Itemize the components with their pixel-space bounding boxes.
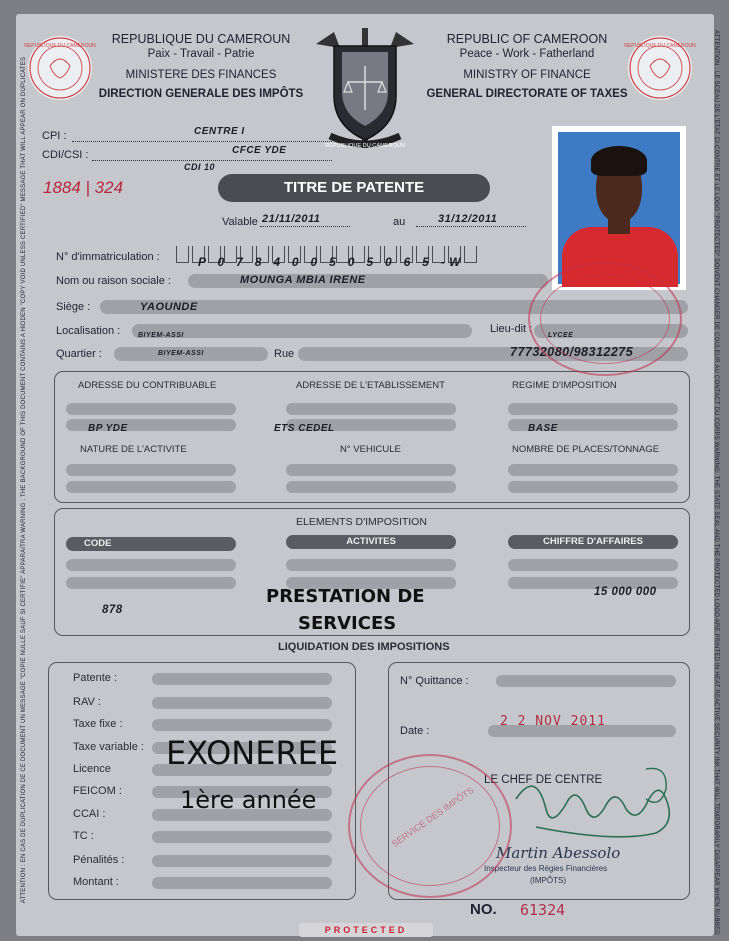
siege-value: YAOUNDE: [140, 301, 198, 313]
penalites-label: Pénalités :: [73, 854, 125, 866]
montant-label: Montant :: [73, 876, 119, 888]
places-tonnage-header: NOMBRE DE PLACES/TONNAGE: [512, 444, 660, 455]
document-title: TITRE DE PATENTE: [218, 174, 490, 202]
quartier-label: Quartier :: [56, 348, 102, 360]
chef-label: LE CHEF DE CENTRE: [484, 774, 603, 786]
cpi-label: CPI :: [42, 130, 67, 142]
cdi-value: CFCE YDE: [232, 145, 287, 156]
adresse-contribuable-header: ADRESSE DU CONTRIBUABLE: [78, 380, 217, 391]
activite-value-line1: PRESTATION DE: [266, 586, 425, 607]
signer-name: Martin Abessolo: [496, 844, 621, 862]
valable-from: 21/11/2011: [262, 213, 321, 225]
cdi-sub: CDI 10: [184, 162, 216, 172]
phone-value: 77732080/98312275: [510, 345, 634, 359]
valable-to-line: [416, 226, 526, 227]
valable-to: 31/12/2011: [438, 213, 498, 225]
immat-value: P 0 7 8 4 0 0 5 0 5 0 6 5 -W: [198, 255, 465, 269]
liquidation-title: LIQUIDATION DES IMPOSITIONS: [278, 641, 450, 653]
cpi-line: [72, 141, 332, 142]
elements-title: ELEMENTS D'IMPOSITION: [296, 516, 427, 528]
nature-activite-header: NATURE DE L'ACTIVITE: [80, 444, 187, 455]
svg-text:RÉPUBLIQUE DU CAMEROUN: RÉPUBLIQUE DU CAMEROUN: [325, 143, 405, 149]
feicom-label: FEICOM :: [73, 785, 122, 797]
header-right-line3: MINISTRY OF FINANCE: [463, 69, 591, 81]
valable-label: Valable: [222, 216, 258, 228]
header-left-line2: Paix - Travail - Patrie: [147, 48, 255, 60]
tc-label: TC :: [73, 830, 94, 842]
coat-of-arms-icon: [312, 22, 418, 154]
side-warning-right: ATTENTION : LE SCEAU DE L'ETAT CI-CONTRE ET LE LOGO "PROTECTED" DOIVENT CHANGER DE COULEUR AU CONTACT DU CORPS WARNING: THE STATE SEAL AND THE PROTECTED LOGO ARE PRINTED IN HEAT REACTIVE SECURITY INK THAT WILL TEMPORARILY DISAPPEAR WHEN RUBBED: [713, 30, 719, 935]
nom-label: Nom ou raison sociale :: [56, 275, 171, 287]
seal-left-icon: [24, 36, 96, 100]
quartier-value: BIYEM-ASSI: [158, 350, 204, 357]
svg-text:REPUBLIQUE DU CAMEROUN: REPUBLIQUE DU CAMEROUN: [624, 43, 696, 49]
stamp-text: SERVICE DES IMPÔTS: [389, 784, 476, 850]
header-left-line4: DIRECTION GENERALE DES IMPÔTS: [98, 88, 304, 100]
au-label: au: [393, 216, 406, 228]
adresse-contribuable-value: BP YDE: [88, 423, 128, 434]
nom-value: MOUNGA MBIA IRENE: [240, 274, 366, 286]
immat-label: N° d'immatriculation :: [56, 251, 160, 263]
cdi-label: CDI/CSI :: [42, 149, 89, 161]
date-label: Date :: [400, 725, 430, 737]
date-value: 2 2 NOV 2011: [500, 714, 606, 729]
patent-document: [16, 14, 719, 936]
header-right: [416, 32, 638, 102]
siege-label: Siège :: [56, 301, 91, 313]
lieudit-label: Lieu-dit :: [490, 323, 533, 335]
serial-number: 61324: [520, 901, 566, 919]
quittance-label: N° Quittance :: [400, 675, 469, 687]
vehicule-header: N° VEHICULE: [340, 444, 401, 455]
svg-text:REPUBLIQUE DU CAMEROUN: REPUBLIQUE DU CAMEROUN: [24, 43, 96, 49]
handwritten-ref: 1884 | 324: [43, 178, 124, 197]
code-value: 878: [102, 604, 123, 616]
header-right-line4: GENERAL DIRECTORATE OF TAXES: [426, 88, 628, 100]
chiffre-affaires-value: 15 000 000: [594, 586, 657, 598]
header-right-line2: Peace - Work - Fatherland: [459, 48, 595, 60]
localisation-value: BIYEM-ASSI: [138, 332, 184, 339]
side-warning-left: ATTENTION : EN CAS DE DUPLICATION DE CE DOCUMENT UN MESSAGE "COPIE NULLE SAUF SI CERTIFIE" APPARAITRA WARNING : THE BACKGROUND OF THIS DOCUMENT CONTAINS A HIDDEN "COPY VOID UNLESS CERTIFIED" MESSAGE THAT WILL APPEAR ON DUPLICATES: [21, 56, 27, 904]
signer-org: (IMPÔTS): [530, 876, 566, 885]
rav-label: RAV :: [73, 696, 101, 708]
signer-title: Inspecteur des Régies Financières: [484, 864, 608, 873]
cdi-line: [92, 160, 332, 161]
serial-label: NO.: [470, 901, 497, 918]
regime-header: REGIME D'IMPOSITION: [512, 380, 617, 391]
chiffre-affaires-header: CHIFFRE D'AFFAIRES: [508, 535, 678, 549]
localisation-label: Localisation :: [56, 325, 121, 337]
regime-value: BASE: [528, 423, 558, 434]
taxe-fixe-label: Taxe fixe :: [73, 718, 123, 730]
rue-label: Rue: [274, 348, 295, 360]
ccai-label: CCAI :: [73, 808, 106, 820]
activites-header: ACTIVITES: [286, 535, 456, 549]
header-left: [86, 32, 316, 102]
licence-label: Licence: [73, 763, 111, 775]
stamp-top-icon: [528, 262, 682, 376]
protected-logo: PROTECTED: [299, 923, 433, 937]
annee-text: 1ère année: [180, 786, 317, 814]
lieudit-value: LYCEE: [548, 332, 574, 339]
cpi-value: CENTRE I: [194, 126, 245, 137]
taxe-variable-label: Taxe variable :: [73, 741, 144, 753]
adresse-etablissement-header: ADRESSE DE L'ETABLISSEMENT: [296, 380, 445, 391]
adresse-etablissement-value: ETS CEDEL: [274, 423, 335, 434]
header-right-line1: REPUBLIC OF CAMEROON: [446, 32, 608, 46]
header-left-line3: MINISTERE DES FINANCES: [125, 69, 277, 81]
patente-label: Patente :: [73, 672, 118, 684]
code-header: CODE: [66, 537, 236, 551]
activite-value-line2: SERVICES: [298, 613, 397, 634]
valable-from-line: [260, 226, 350, 227]
exoneree-text: EXONEREE: [166, 734, 339, 772]
header-left-line1: REPUBLIQUE DU CAMEROUN: [111, 32, 291, 46]
stamp-bottom-icon: [348, 754, 512, 898]
signature-icon: [496, 759, 686, 839]
quittance-field: [496, 675, 676, 687]
